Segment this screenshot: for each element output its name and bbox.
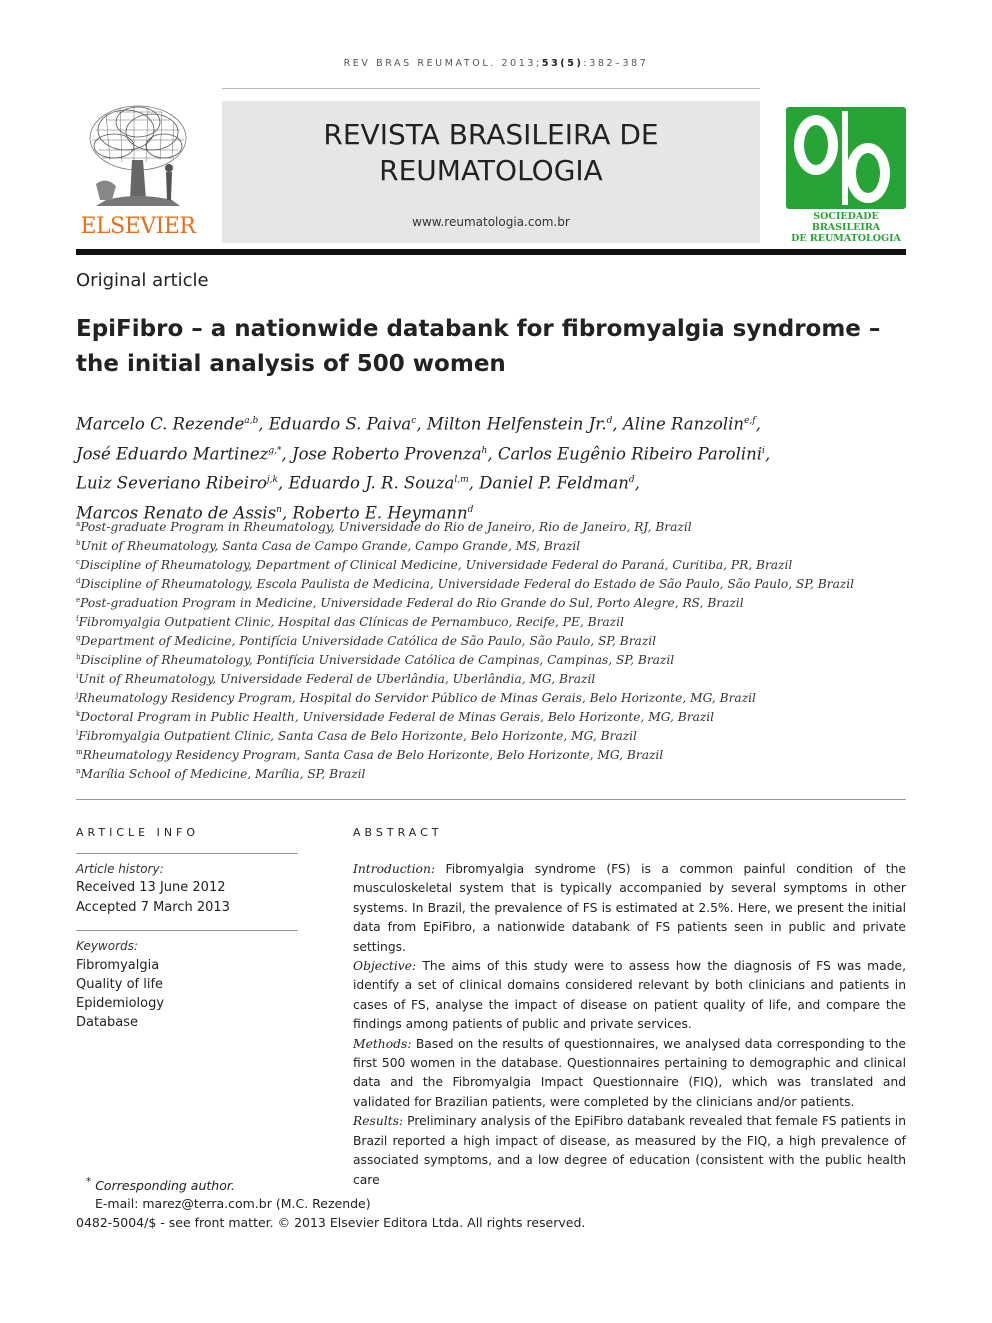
author-affil-mark: h: [481, 445, 488, 456]
author-separator: ,: [281, 503, 293, 522]
affiliation-item: [76, 691, 756, 705]
author-affil-mark: l,m: [454, 475, 469, 485]
abstract-section-text: The aims of this study were to assess how the diagnosis of FS was made, identify a set of clinical domains considered relevant by both clinicians and patients in cases of FS, analyse the impact of disease on patient quality of life, and compare the findings among patients of public and private services.: [353, 959, 906, 1032]
journal-title: [222, 117, 760, 189]
author-separator: ,: [258, 414, 269, 434]
affiliation-text: Department of Medicine, Pontifícia Universidade Católica de São Paulo, São Paulo, SP, Brazil: [80, 634, 657, 649]
society-name-line: DE REUMATOLOGIA: [791, 233, 901, 244]
author-separator: ,: [764, 444, 771, 463]
journal-url-link[interactable]: www.reumatologia.com.br: [412, 215, 570, 229]
author-line: [76, 467, 916, 497]
affiliation-item: [76, 539, 580, 553]
elsevier-tree-icon: [76, 100, 200, 212]
running-head-journal: REV BRAS REUMATOL. 2013;: [343, 58, 542, 69]
affiliation-key: i: [76, 672, 79, 680]
author-name[interactable]: Jose Roberto Provenza: [291, 444, 482, 463]
author-affil-mark: e,f: [744, 416, 756, 426]
article-info-rule: [76, 930, 298, 931]
affiliation-item: [76, 577, 854, 591]
author-affil-mark: d: [467, 504, 474, 515]
affiliation-key: a: [76, 520, 81, 528]
article-title-line: EpiFibro – a nationwide databank for fibromyalgia syndrome –: [76, 316, 881, 342]
author-affil-mark: n: [276, 504, 282, 515]
running-head-volume: 53(5): [541, 58, 584, 69]
author-separator: ,: [278, 473, 289, 493]
journal-title-line: REUMATOLOGIA: [379, 154, 603, 187]
affiliation-item: [76, 596, 744, 610]
article-title-line: the initial analysis of 500 women: [76, 351, 506, 377]
author-name[interactable]: Daniel P. Feldman: [479, 473, 629, 493]
article-info-rule: [76, 853, 298, 854]
author-list: [76, 408, 916, 526]
author-name[interactable]: Aline Ranzolin: [622, 414, 745, 434]
author-line: [76, 408, 916, 438]
affiliation-key: c: [76, 558, 80, 566]
affiliation-text: Discipline of Rheumatology, Pontifícia Universidade Católica de Campinas, Campinas, SP, Brazil: [80, 653, 675, 668]
affiliation-text: Unit of Rheumatology, Santa Casa de Campo Grande, Campo Grande, MS, Brazil: [80, 539, 581, 554]
author-affil-mark: a,b: [244, 416, 259, 426]
masthead-rule: [76, 249, 906, 255]
abstract-heading: ABSTRACT: [353, 826, 443, 839]
author-affil-mark: g,*: [268, 445, 282, 456]
affiliation-text: Discipline of Rheumatology, Escola Paulista de Medicina, Universidade Federal do Estado de São Paulo, São Paulo, SP, Brazil: [80, 577, 855, 592]
author-name[interactable]: Milton Helfenstein Jr.: [426, 414, 607, 434]
keyword-item: Quality of life: [76, 977, 164, 992]
affiliation-key: e: [76, 596, 81, 604]
sbr-logo-icon: [786, 107, 906, 209]
author-name[interactable]: Marcos Renato de Assis: [76, 503, 277, 522]
abstract-section: [353, 957, 906, 1035]
affiliation-text: Post-graduation Program in Medicine, Universidade Federal do Rio Grande do Sul, Porto Alegre, RS, Brazil: [80, 596, 744, 611]
affiliation-key: h: [76, 653, 81, 661]
affiliation-item: [76, 710, 714, 724]
publisher-name: ELSEVIER: [80, 214, 196, 239]
affiliation-key: b: [76, 539, 81, 547]
abstract-body: [353, 860, 906, 1190]
header-divider: [222, 88, 760, 89]
abstract-section: [353, 860, 906, 957]
author-separator: ,: [416, 414, 427, 434]
affiliation-item: [76, 653, 674, 667]
corresponding-email[interactable]: E-mail: marez@terra.com.br (M.C. Rezende): [95, 1196, 371, 1211]
affiliation-key: l: [76, 729, 79, 737]
affiliation-item: [76, 767, 365, 781]
affiliation-text: Doctoral Program in Public Health, Universidade Federal de Minas Gerais, Belo Horizonte, MG, Brazil: [80, 710, 715, 725]
received-date: Received 13 June 2012: [76, 880, 226, 895]
society-name-line: SOCIEDADE BRASILEIRA: [811, 211, 881, 233]
affiliation-item: [76, 634, 656, 648]
corresponding-mark: *: [86, 1176, 92, 1188]
accepted-date: Accepted 7 March 2013: [76, 900, 230, 915]
affiliation-item: [76, 615, 624, 629]
affiliation-text: Rheumatology Residency Program, Hospital do Servidor Público de Minas Gerais, Belo Horizonte, MG, Brazil: [78, 691, 756, 706]
affiliation-key: n: [76, 767, 81, 775]
author-separator: ,: [634, 473, 640, 493]
author-name[interactable]: Eduardo S. Paiva: [268, 414, 412, 434]
keywords-label: Keywords:: [76, 939, 138, 953]
abstract-section-label: Introduction:: [353, 862, 436, 876]
author-separator: ,: [612, 414, 623, 434]
author-name[interactable]: Marcelo C. Rezende: [76, 414, 245, 434]
abstract-section-label: Results:: [353, 1114, 404, 1129]
keyword-item: Database: [76, 1015, 139, 1030]
affiliation-key: m: [76, 748, 83, 756]
journal-title-line: REVISTA BRASILEIRA DE: [323, 118, 659, 151]
abstract-section: [353, 1112, 906, 1190]
affiliation-text: Marília School of Medicine, Marília, SP, Brazil: [80, 767, 366, 782]
author-separator: ,: [281, 444, 292, 463]
author-affil-mark: d: [628, 475, 635, 485]
affiliation-item: [76, 558, 792, 572]
affiliation-text: Unit of Rheumatology, Universidade Federal de Uberlândia, Uberlândia, MG, Brazil: [78, 672, 596, 687]
abstract-section: [353, 1035, 906, 1113]
abstract-section-text: Based on the results of questionnaires, we analysed data corresponding to the first 500 women in the database. Questionnaires pertaining to demographic and clinical data and the Fibromyalgia Impact Questionnaire (FIQ), which was translated and validated for Brazilian patients, were completed by the clinicians and/or patients.: [353, 1036, 906, 1109]
affiliation-text: Fibromyalgia Outpatient Clinic, Hospital das Clínicas de Pernambuco, Recife, PE, Brazil: [78, 615, 624, 630]
copyright-line: 0482-5004/$ - see front matter. © 2013 Elsevier Editora Ltda. All rights reserved.: [76, 1215, 586, 1230]
section-divider: [76, 799, 906, 800]
affiliation-text: Rheumatology Residency Program, Santa Casa de Belo Horizonte, Belo Horizonte, MG, Brazil: [82, 748, 664, 763]
affiliation-key: k: [76, 710, 81, 718]
affiliation-text: Discipline of Rheumatology, Department of Clinical Medicine, Universidade Federal do Paraná, Curitiba, PR, Brazil: [79, 558, 793, 573]
affiliation-key: f: [76, 615, 79, 623]
abstract-section-label: Methods:: [353, 1036, 412, 1051]
author-affil-mark: j,k: [266, 475, 278, 485]
affiliation-key: d: [76, 577, 81, 585]
running-head-pages: :382–387: [583, 58, 649, 69]
keyword-item: Epidemiology: [76, 996, 165, 1011]
keyword-item: Fibromyalgia: [76, 958, 160, 973]
affiliation-item: [76, 520, 692, 534]
article-type: Original article: [76, 270, 209, 291]
corresponding-label: Corresponding author.: [95, 1178, 235, 1194]
author-affil-mark: i: [762, 445, 765, 456]
author-name[interactable]: Luiz Severiano Ribeiro: [76, 473, 267, 493]
author-name[interactable]: Eduardo J. R. Souza: [288, 473, 455, 493]
author-name[interactable]: Carlos Eugênio Ribeiro Parolini: [497, 444, 763, 463]
running-head: [0, 58, 992, 69]
affiliation-text: Post-graduate Program in Rheumatology, Universidade do Rio de Janeiro, Rio de Janeiro, RJ, Brazil: [80, 520, 692, 535]
affiliation-item: [76, 748, 663, 762]
society-name: [780, 211, 912, 244]
author-affil-mark: d: [606, 416, 613, 426]
article-info-heading: ARTICLE INFO: [76, 826, 200, 839]
author-line: [76, 438, 916, 468]
abstract-section-label: Objective:: [353, 959, 417, 974]
author-name[interactable]: Roberto E. Heymann: [292, 503, 468, 522]
author-separator: ,: [487, 444, 498, 463]
affiliation-key: g: [76, 634, 81, 642]
affiliation-key: j: [76, 691, 79, 699]
corresponding-author-note: [86, 1176, 235, 1193]
affiliation-item: [76, 729, 637, 743]
author-affil-mark: c: [411, 416, 417, 426]
author-name[interactable]: José Eduardo Martinez: [76, 444, 269, 463]
abstract-section-text: Fibromyalgia syndrome (FS) is a common painful condition of the musculoskeletal system that is typically accompanied by several symptoms in other systems. In Brazil, the prevalence of FS is estimated at 2.5%. Here, we present the initial data from EpiFibro, a nationwide databank of FS patients seen in public and private settings.: [353, 862, 906, 954]
article-history-label: Article history:: [76, 862, 164, 876]
article-title: [76, 312, 916, 382]
abstract-section-text: Preliminary analysis of the EpiFibro databank revealed that female FS patients in Brazil reported a high impact of disease, as measured by the FIQ, a high prevalence of associated symptoms, and a low degree of education (consistent with the public health care: [353, 1114, 906, 1187]
affiliation-text: Fibromyalgia Outpatient Clinic, Santa Casa de Belo Horizonte, Belo Horizonte, MG, Brazil: [78, 729, 637, 744]
author-separator: ,: [468, 473, 480, 493]
author-separator: ,: [755, 414, 761, 434]
affiliation-item: [76, 672, 595, 686]
